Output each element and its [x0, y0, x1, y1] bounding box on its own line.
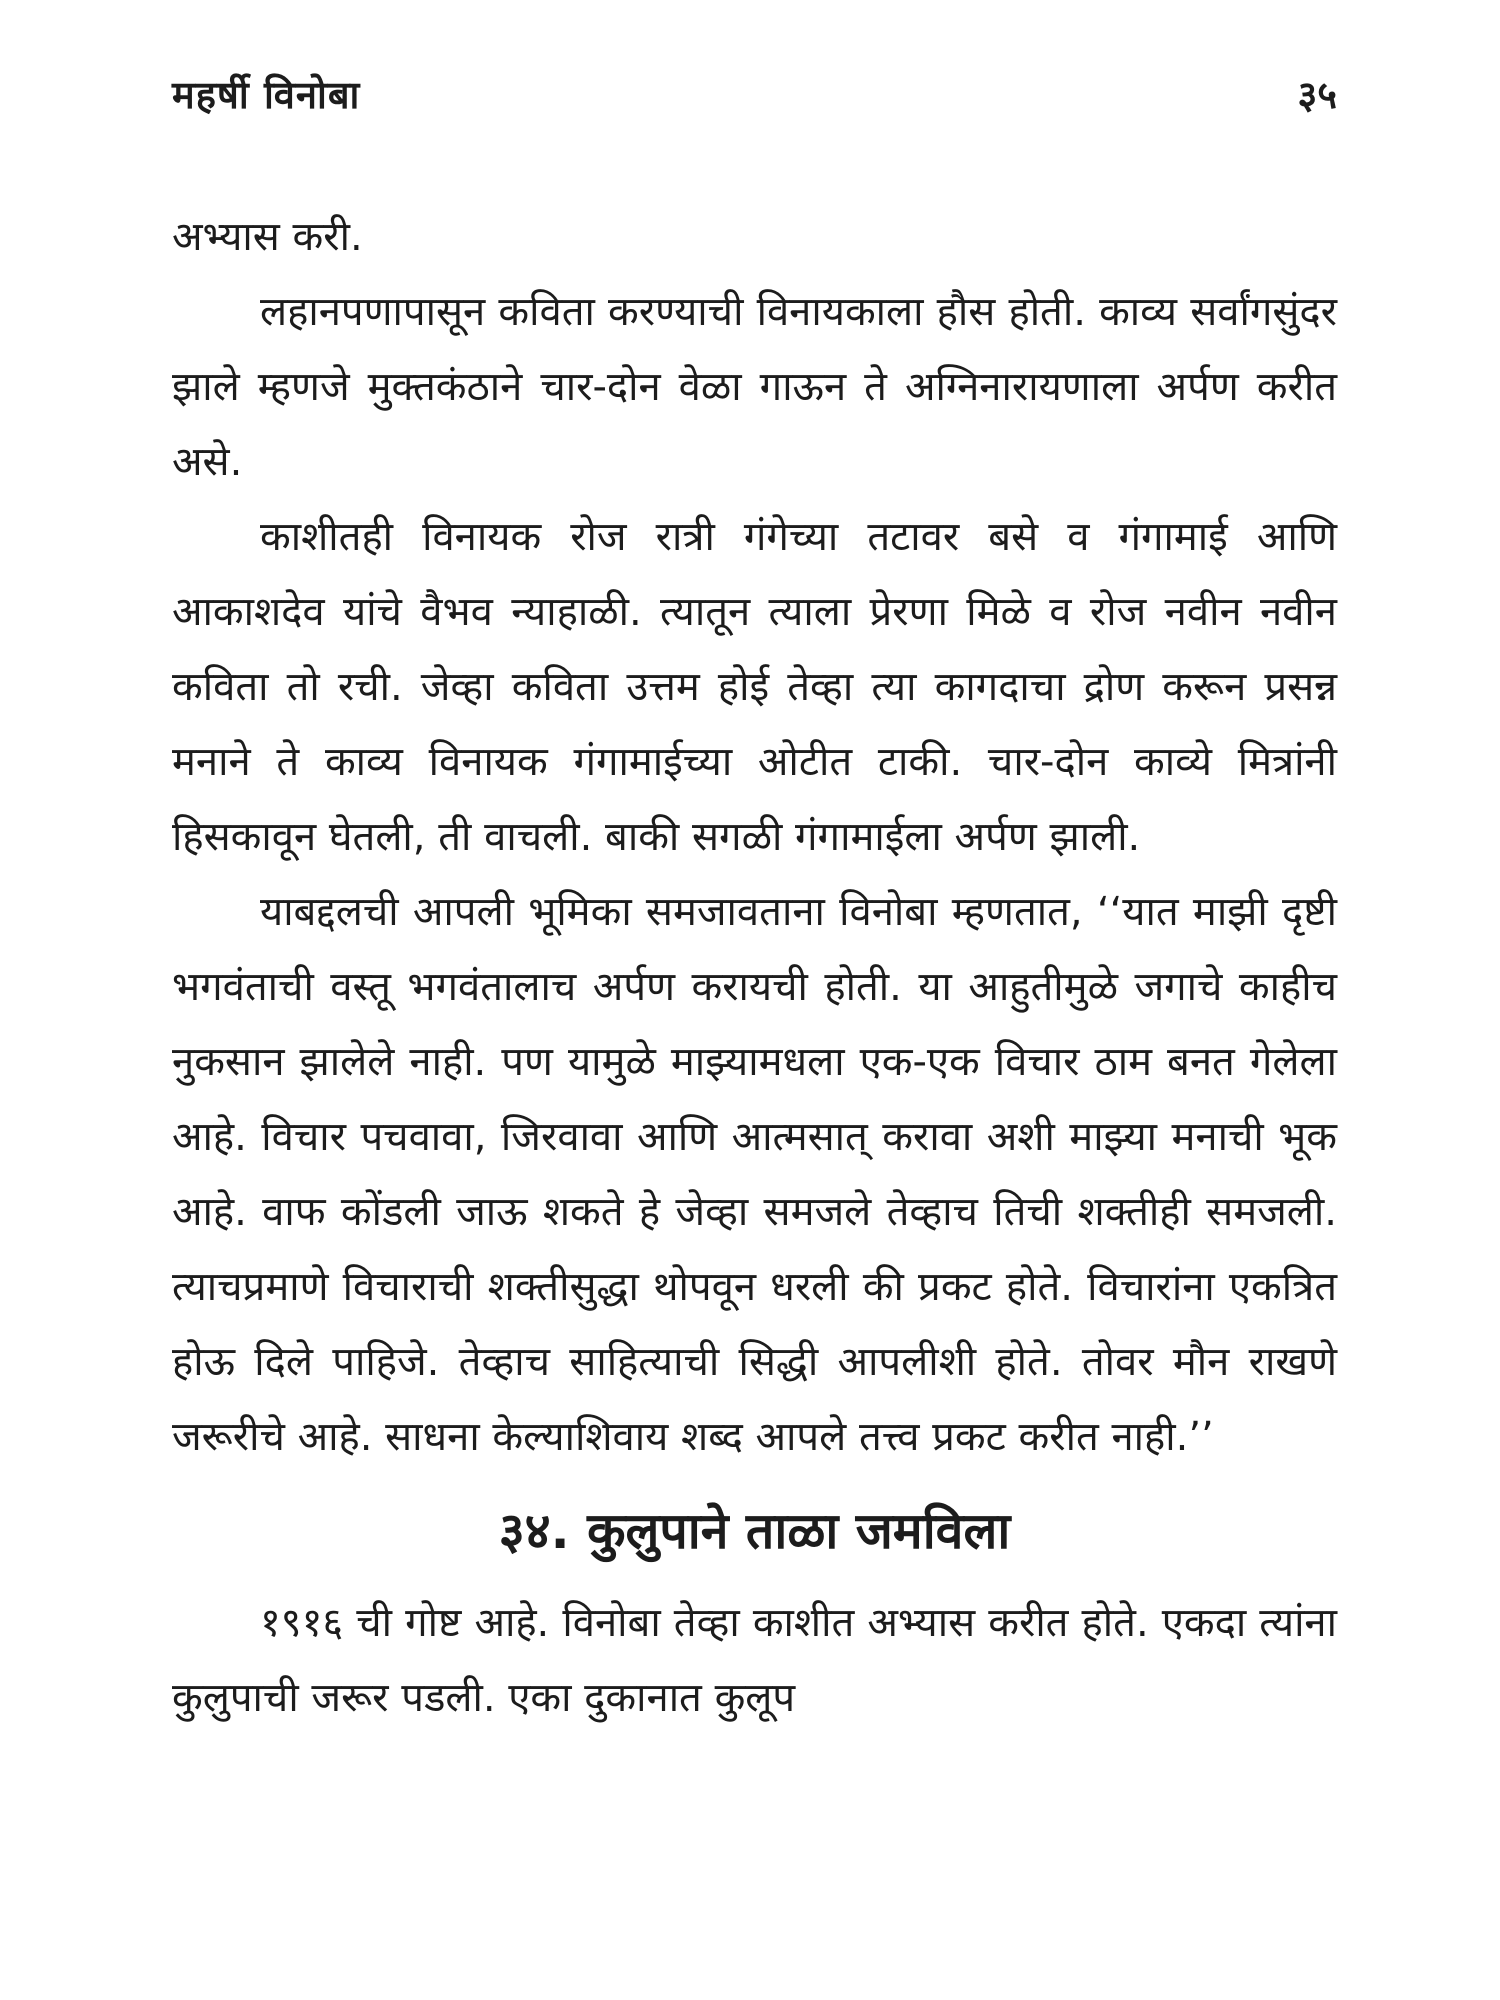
paragraph-ganga-offering: काशीतही विनायक रोज रात्री गंगेच्या तटावर बसे व गंगामाई आणि आकाशदेव यांचे वैभव न्याहाळी. त्यातून त्याला प्रेरणा मिळे व रोज नवीन नवीन कविता तो रची. जेव्हा कविता उत्तम होई तेव्हा त्या कागदाचा द्रोण करून प्रसन्न मनाने ते काव्य विनायक गंगामाईच्या ओटीत टाकी. चार-दोन काव्ये मित्रांनी हिसकावून घेतली, ती वाचली. बाकी सगळी गंगामाईला अर्पण झाली.: [172, 514, 1337, 860]
chapter-heading: ३४. कुलुपाने ताळा जमविला: [498, 1502, 1011, 1560]
paragraph-poetry-hobby: लहानपणापासून कविता करण्याची विनायकाला हौस होती. काव्य सर्वांगसुंदर झाले म्हणजे मुक्तकंठाने चार-दोन वेळा गाऊन ते अग्निनारायणाला अर्पण करीत असे.: [172, 289, 1337, 485]
page-number: ३५: [1297, 73, 1337, 117]
running-title: महर्षी विनोबा: [172, 73, 361, 117]
body-text: [172, 200, 1337, 1736]
paragraph-vinoba-quote: याबद्दलची आपली भूमिका समजावताना विनोबा म्हणतात, ‘‘यात माझी दृष्टी भगवंताची वस्तू भगवंतालाच अर्पण करायची होती. या आहुतीमुळे जगाचे काहीच नुकसान झालेले नाही. पण यामुळे माझ्यामधला एक-एक विचार ठाम बनत गेलेला आहे. विचार पचवावा, जिरवावा आणि आत्मसात् करावा अशी माझ्या मनाची भूक आहे. वाफ कोंडली जाऊ शकते हे जेव्हा समजले तेव्हाच तिची शक्तीही समजली. त्याचप्रमाणे विचाराची शक्तीसुद्धा थोपवून धरली की प्रकट होते. विचारांना एकत्रित होऊ दिले पाहिजे. तेव्हाच साहित्याची सिद्धी आपलीशी होते. तोवर मौन राखणे जरूरीचे आहे. साधना केल्याशिवाय शब्द आपले तत्त्व प्रकट करीत नाही.’’: [172, 889, 1337, 1460]
page-header: [172, 68, 1337, 128]
paragraph-chapter-start: १९१६ ची गोष्ट आहे. विनोबा तेव्हा काशीत अभ्यास करीत होते. एकदा त्यांना कुलुपाची जरूर पडली. एका दुकानात कुलूप: [172, 1600, 1337, 1721]
paragraph-continuation: अभ्यास करी.: [172, 214, 363, 260]
